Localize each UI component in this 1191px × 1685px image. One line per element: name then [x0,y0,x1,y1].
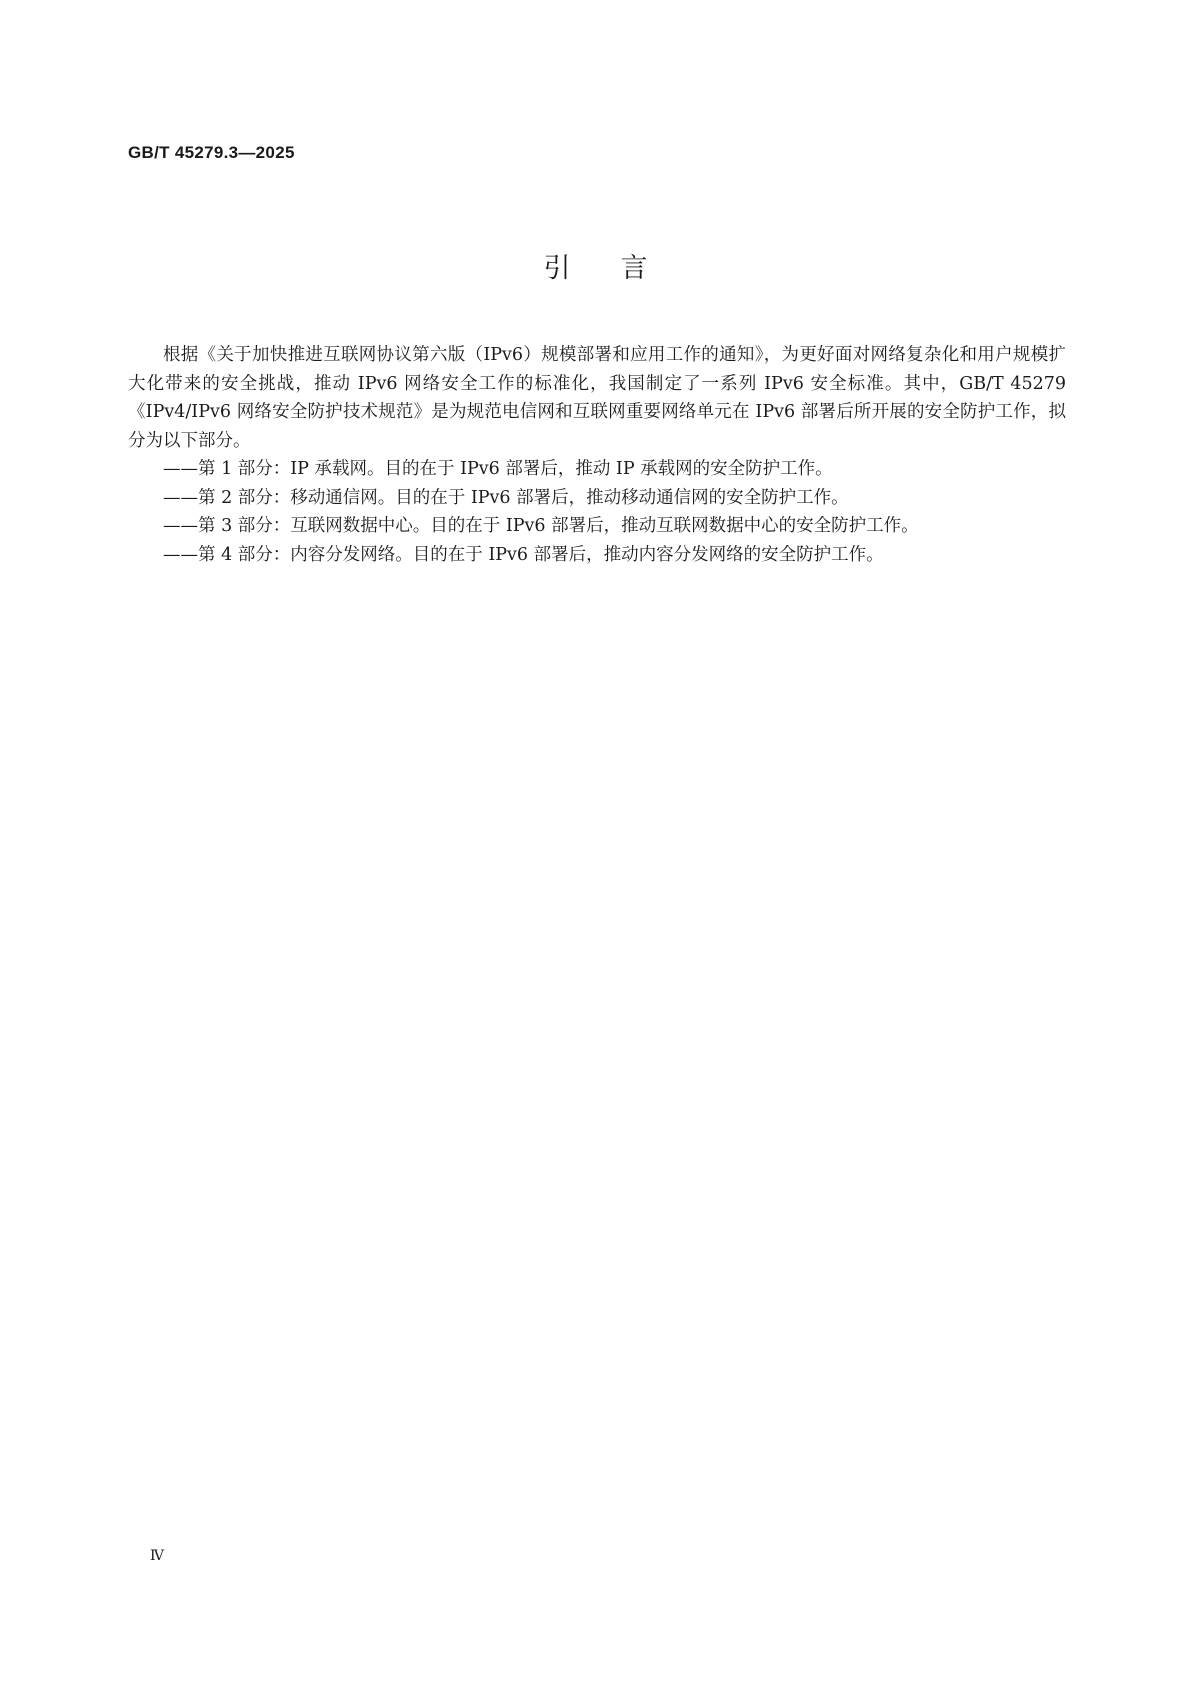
standard-code: GB/T 45279.3—2025 [128,143,295,162]
part-item: ——第 3 部分：互联网数据中心。目的在于 IPv6 部署后，推动互联网数据中心的安全防护工作。 [163,516,919,536]
part-item: ——第 2 部分：移动通信网。目的在于 IPv6 部署后，推动移动通信网的安全防护工作。 [163,487,849,508]
section-title: 引言 [543,253,698,284]
page-number: Ⅳ [150,1548,164,1564]
part-item: ——第 1 部分：IP 承载网。目的在于 IPv6 部署后，推动 IP 承载网的安全防护工作。 [163,459,833,479]
intro-paragraph: 根据《关于加快推进互联网协议第六版（IPv6）规模部署和应用工作的通知》，为更好面对网络复杂化和用户规模扩大化带来的安全挑战，推动 IPv6 网络安全工作的标准化，我国制定了一系列 IPv6 安全标准。其中，GB/T 45279《IPv4/IPv6 网络安全防护技术规范》是为规范电信网和互联网重要网络单元在 IPv6 部署后所开展的安全防护工作，拟分为以下部分。 [128,345,1066,451]
body-text [128,341,1066,569]
part-item: ——第 4 部分：内容分发网络。目的在于 IPv6 部署后，推动内容分发网络的安全防护工作。 [163,544,884,565]
